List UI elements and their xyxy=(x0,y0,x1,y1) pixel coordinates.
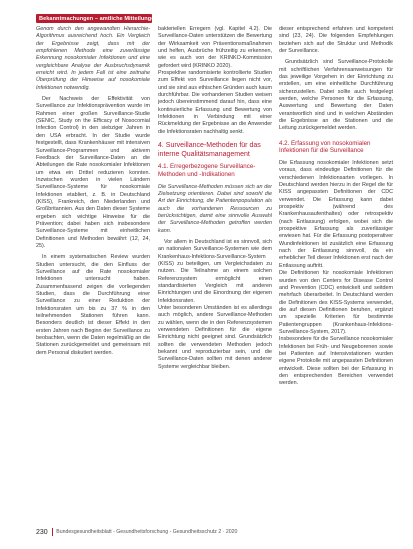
page-footer xyxy=(36,528,237,536)
paragraph: Die Erfassung nosokomialer Infektionen setzt voraus, dass eindeutige Definitionen für die verschiedenen Infektionsarten vorliegen. In Deutschland werden hierzu in der Regel die für KISS angepassten Definitionen der CDC verwendet. Die Erfassung kann dabei prospektiv (während des Krankenhausaufenthaltes) oder retrospektiv (nach Entlassung) erfolgen, wobei sich die prospektive Erfassung als zuverlässiger erwiesen hat. Für die Erfassung postoperativer Wundinfektionen ist zusätzlich eine Erfassung nach der Entlassung sinnvoll, da ein erheblicher Teil dieser Infektionen erst nach der Entlassung auftritt. xyxy=(279,160,393,269)
subsection-heading: 4.2. Erfassung von nosokomialen Infektionen für die Surveillance xyxy=(279,139,371,155)
lead-text: Die Surveillance-Methoden müssen sich an der Zielsetzung orientieren. Dabei sind sowohl die Art der Einrichtung, die Patientenpopulation als auch die vorhandenen Ressourcen zu berücksichtigen, damit eine sinnvolle Auswahl der Surveillance-Methoden getroffen werden kann. xyxy=(158,183,272,234)
page-number: 230 xyxy=(36,528,48,536)
subsection-heading: 4.1. Erregerbezogene Surveillance-Methoden und -Indikationen xyxy=(158,163,256,178)
paragraph: In einem systematischen Review wurden Studien untersucht, die den Einfluss der Surveillance auf die Rate nosokomialer Infektionen untersucht haben. Zusammenfassend zeigen die vorliegenden Studien, dass die Durchführung einer Surveillance zu einer Reduktion der Infektionsraten um bis zu 37 % in den teilnehmenden Stationen führen kann. Besonders deutlich ist dieser Effekt in den ersten Jahren nach Beginn der Surveillance zu beobachten, wenn die Daten regelmäßig an die Stationen zurückgemeldet und gemeinsam mit dem Personal diskutiert werden. xyxy=(36,254,150,356)
paragraph: Unter besonderen Umständen ist es allerdings auch möglich, andere Surveillance-Methoden zu wählen, wenn die in den Referenzsystemen verwendeten Definitionen für die eigene Einrichtung nicht geeignet sind. Grundsätzlich sollten die verwendeten Methoden jedoch bekannt und reproduzierbar sein, und die Surveillance-Daten sollten mit denen anderer Systeme vergleichbar bleiben. xyxy=(158,305,272,370)
column-2 xyxy=(158,26,272,526)
journal-citation: Bundesgesundheitsblatt - Gesundheitsforschung - Gesundheitsschutz 2 · 2020 xyxy=(56,529,238,535)
paragraph: Grundsätzlich sind Surveillance-Protokolle mit schriftlichen Verfahrensanweisungen für das jeweilige Vorgehen in der Einrichtung zu erstellen, um eine einheitliche Durchführung sicherzustellen. Dabei sollte auch festgelegt werden, welche Personen für die Erfassung, Auswertung und Bewertung der Daten verantwortlich sind und in welchen Abständen die Ergebnisse an die Stationen und die Leitung zurückgemeldet werden. xyxy=(279,59,393,132)
paragraph: Die Definitionen für nosokomiale Infektionen wurden von den Centers for Disease Control and Prevention (CDC) entwickelt und seitdem mehrfach überarbeitet. In Deutschland werden die Definitionen des KISS-Systems verwendet, die auf diesen Definitionen beruhen, ergänzt um spezielle Kriterien für bestimmte Patientengruppen (Krankenhaus-Infektions-Surveillance-System, 2017). xyxy=(279,270,393,335)
column-1 xyxy=(36,26,150,526)
paragraph: Vor allem in Deutschland ist es sinnvoll, sich an nationalen Surveillance-Systemen wie dem Krankenhaus-Infektions-Surveillance-System (KISS) zu beteiligen, um Vergleichsdaten zu nutzen. Die Teilnahme an einem solchen Referenzsystem ermöglicht einen standardisierten Vergleich mit anderen Einrichtungen und die Einordnung der eigenen Infektionsraten. xyxy=(158,238,272,304)
abstract-block xyxy=(36,26,150,92)
body-text-col2 xyxy=(158,26,272,136)
column-3 xyxy=(279,26,393,526)
body-text-col3b xyxy=(279,160,393,388)
paragraph: Prospektive randomisierte kontrollierte Studien zum Effekt von Surveillance liegen nicht vor, und sie sind aus ethischen Gründen auch kaum durchführbar. Die vorhandenen Studien weisen jedoch übereinstimmend darauf hin, dass eine kontinuierliche Erfassung und Bewertung von Infektionen in Verbindung mit einer Rückmeldung der Ergebnisse an die Anwender die Infektionsraten nachhaltig senkt. xyxy=(158,70,272,135)
footer-divider xyxy=(52,528,53,536)
body-text-col2b xyxy=(158,239,272,371)
body-text-col3 xyxy=(279,26,393,133)
section-header-bar xyxy=(36,14,158,23)
lead-paragraph xyxy=(158,184,272,235)
section-heading: 4. Surveillance-Methoden für das interne Qualitätsmanagement xyxy=(158,142,261,158)
paragraph: Der Nachweis der Effektivität von Surveillance zur Infektionsprävention wurde im Rahmen einer großen Surveillance-Studie (SENIC, Study on the Efficacy of Nosocomial Infection Control) in den siebziger Jahren in den USA erbracht. In der Studie wurde festgestellt, dass Krankenhäuser mit intensiven Surveillance-Programmen und aktivem Feedback der Surveillance-Daten an die Abteilungen die Rate nosokomialer Infektionen um etwa ein Drittel reduzieren konnten. Inzwischen wurden in vielen Ländern Surveillance-Systeme für nosokomiale Infektionen etabliert, z. B. in Deutschland (KISS), Frankreich, den Niederlanden und Großbritannien. Aus den Daten dieser Systeme ergeben sich wichtige Hinweise für die Prävention; dabei haben sich insbesondere Surveillance-Systeme mit einheitlichen Definitionen und Methoden bewährt (12, 24, 25). xyxy=(36,96,150,249)
paragraph: bakteriellen Erregern (vgl. Kapitel 4.2). Die Surveillance-Daten unterstützen die Bewertung der Wirksamkeit von Präventionsmaßnahmen und helfen, Ausbrüche frühzeitig zu erkennen, wie es auch von der KRINKO-Kommission gefordert wird (KRINKO 2020). xyxy=(158,26,272,69)
abstract-text: Genom durch den angewandten Hierarchie-Algorithmus ausreichend hoch. Ein Vergleich der Ergebnisse zeigt, dass mit der empfohlenen Methode eine zuverlässige Erkennung nosokomialer Infektionen und eine vergleichbare Analyse der Ausbruchsdynamik erreicht wird. In jedem Fall ist eine zeitnahe Überprüfung der Hinweise auf nosokomiale Infektionen notwendig. xyxy=(36,26,150,91)
paragraph: dieser entsprechend erfahren und kompetent sind (23, 24). Die folgenden Empfehlungen beziehen sich auf die Struktur und Methodik der Surveillance. xyxy=(279,26,393,55)
paragraph: Insbesondere für die Surveillance nosokomialer Infektionen bei Früh- und Neugeborenen sowie bei Patienten auf Intensivstationen wurden eigene Protokolle mit angepassten Definitionen entwickelt. Diese sollten bei der Erfassung in den entsprechenden Bereichen verwendet werden. xyxy=(279,336,393,387)
body-text-col1 xyxy=(36,96,150,357)
section-header-label: Bekanntmachungen – amtliche Mitteilungen xyxy=(39,15,158,22)
